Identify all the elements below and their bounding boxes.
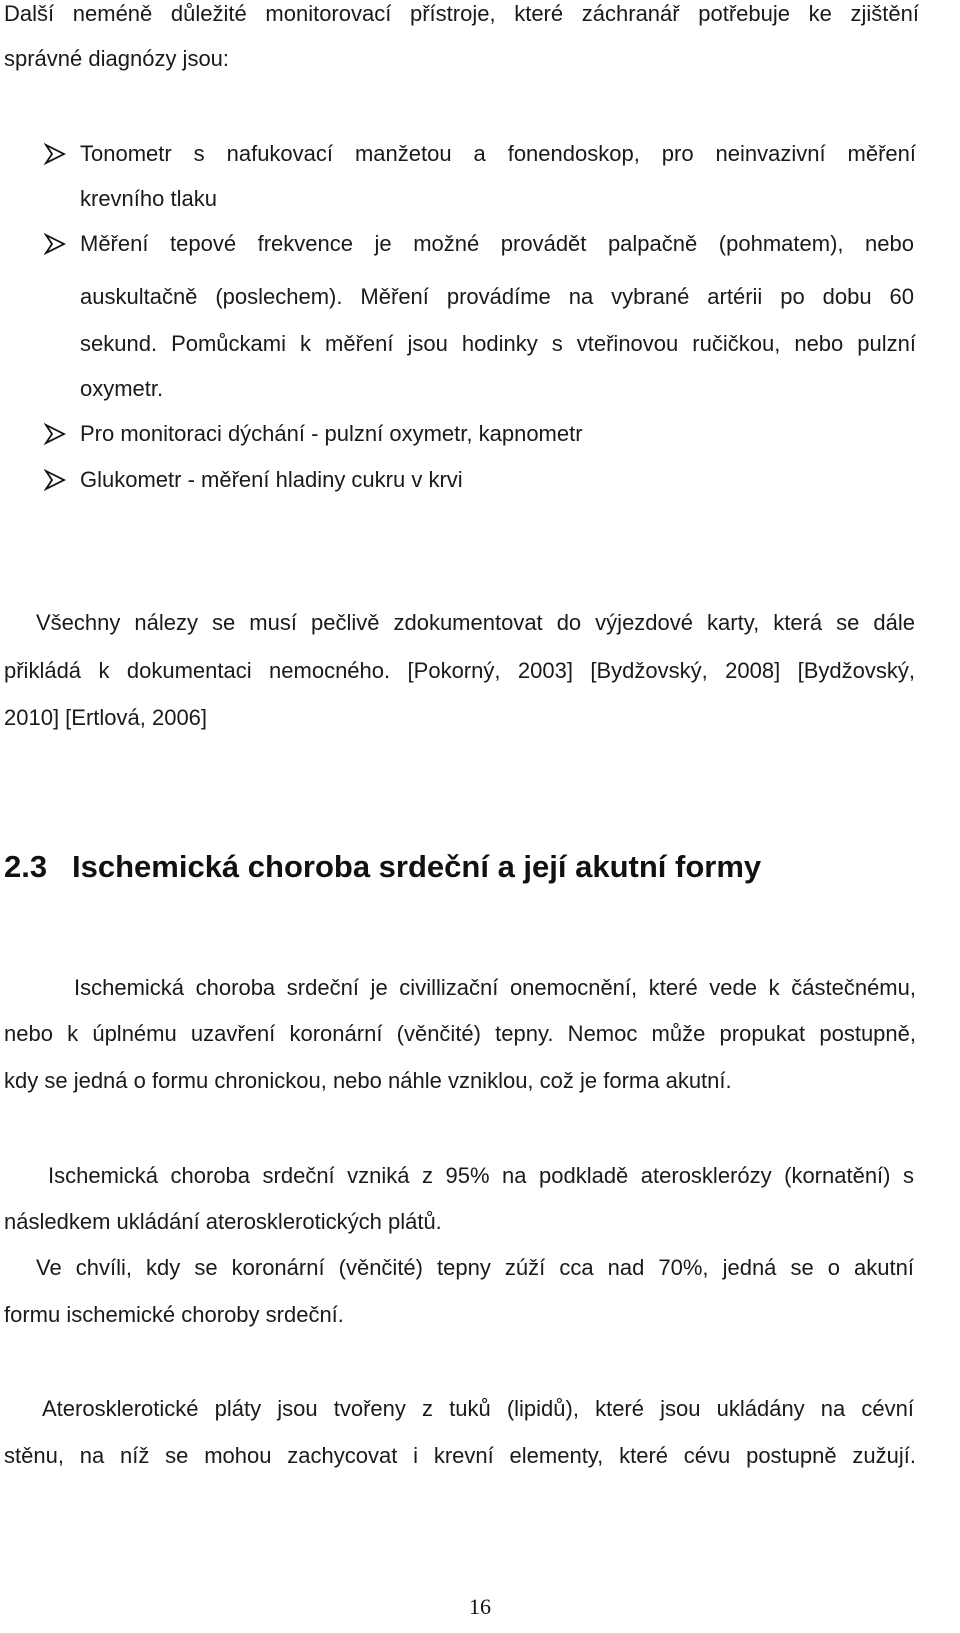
bullet-line: Pro monitoraci dýchání - pulzní oxymetr, kapnometr [80,421,583,446]
bullet-line: Tonometr s nafukovací manžetou a fonendoskop, pro neinvazivní měření [80,141,916,166]
bullet-line: krevního tlaku [80,186,217,211]
paragraph-line: Ischemická choroba srdeční je civillizační onemocnění, které vede k částečnému, [74,975,916,1000]
arrowhead-bullet-icon [44,233,66,255]
section-heading [4,847,761,887]
paragraph-line: Ve chvíli, kdy se koronární (věnčité) tepny zúží cca nad 70%, jedná se o akutní [36,1255,914,1280]
paragraph-line: Aterosklerotické pláty jsou tvořeny z tuků (lipidů), které jsou ukládány na cévní [42,1396,914,1421]
page-number: 16 [469,1594,491,1619]
bullet-line: Měření tepové frekvence je možné provádět palpačně (pohmatem), nebo [80,231,914,256]
intro-line: Další neméně důležité monitorovací přístroje, které záchranář potřebuje ke zjištění [4,1,919,26]
paragraph-line: nebo k úplnému uzavření koronární (věnčité) tepny. Nemoc může propukat postupně, [4,1021,916,1046]
section-number: 2.3 [4,849,48,884]
bullet-line: oxymetr. [80,376,164,401]
paragraph-line: kdy se jedná o formu chronickou, nebo náhle vzniklou, což je forma akutní. [4,1068,732,1093]
section-title: Ischemická choroba srdeční a její akutní formy [72,849,762,884]
bullet-line: auskultačně (poslechem). Měření provádíme na vybrané artérii po dobu 60 [80,284,914,309]
paragraph-line: stěnu, na níž se mohou zachycovat i krevní elementy, které cévu postupně zužují. [4,1443,916,1468]
documentation-line: Všechny nálezy se musí pečlivě zdokumentovat do výjezdové karty, která se dále [36,610,915,635]
arrowhead-bullet-icon [44,469,66,491]
intro-line: správné diagnózy jsou: [4,46,230,71]
arrowhead-bullet-icon [44,143,66,165]
bullet-line: Glukometr - měření hladiny cukru v krvi [80,467,463,492]
paragraph-line: následkem ukládání aterosklerotických plátů. [4,1209,442,1234]
arrowhead-bullet-icon [44,423,66,445]
paragraph-line: formu ischemické choroby srdeční. [4,1302,344,1327]
documentation-line: přikládá k dokumentaci nemocného. [Pokorný, 2003] [Bydžovský, 2008] [Bydžovský, [4,658,915,683]
documentation-line: 2010] [Ertlová, 2006] [4,705,208,730]
bullet-line: sekund. Pomůckami k měření jsou hodinky s vteřinovou ručičkou, nebo pulzní [80,331,916,356]
paragraph-line: Ischemická choroba srdeční vzniká z 95% na podkladě aterosklerózy (kornatění) s [48,1163,914,1188]
